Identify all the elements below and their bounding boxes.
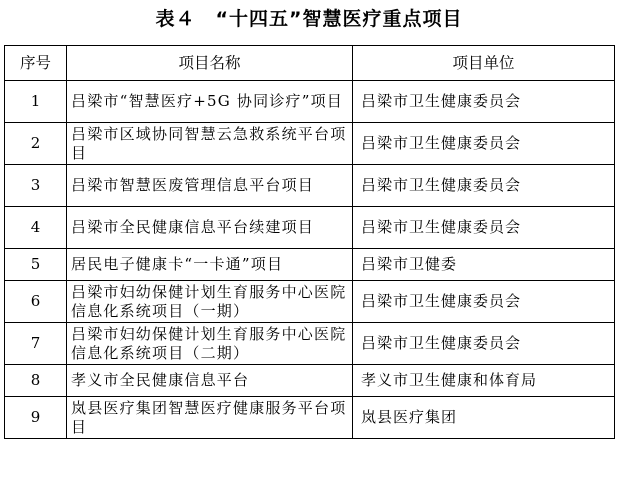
- row-no: 6: [5, 281, 67, 323]
- header-no: 序号: [5, 46, 67, 81]
- row-name: 吕梁市妇幼保健计划生育服务中心医院信息化系统项目（二期）: [67, 323, 353, 365]
- row-unit: 岚县医疗集团: [353, 397, 615, 439]
- table-row: [5, 165, 615, 207]
- header-name: 项目名称: [67, 46, 353, 81]
- row-unit: 吕梁市卫生健康委员会: [353, 81, 615, 123]
- table-row: [5, 281, 615, 323]
- row-no: 5: [5, 249, 67, 281]
- row-name: 孝义市全民健康信息平台: [67, 365, 353, 397]
- row-name: 吕梁市区域协同智慧云急救系统平台项目: [67, 123, 353, 165]
- table-row: [5, 123, 615, 165]
- header-unit: 项目单位: [353, 46, 615, 81]
- project-table: [4, 45, 615, 439]
- row-unit: 吕梁市卫生健康委员会: [353, 323, 615, 365]
- row-name: 吕梁市全民健康信息平台续建项目: [67, 207, 353, 249]
- row-name: 居民电子健康卡“一卡通”项目: [67, 249, 353, 281]
- row-no: 9: [5, 397, 67, 439]
- table-header-row: [5, 46, 615, 81]
- row-no: 1: [5, 81, 67, 123]
- table-row: [5, 397, 615, 439]
- row-no: 2: [5, 123, 67, 165]
- row-unit: 吕梁市卫生健康委员会: [353, 207, 615, 249]
- row-no: 8: [5, 365, 67, 397]
- row-unit: 吕梁市卫健委: [353, 249, 615, 281]
- row-name: 吕梁市妇幼保健计划生育服务中心医院信息化系统项目（一期）: [67, 281, 353, 323]
- row-no: 3: [5, 165, 67, 207]
- table-title: 表４ “十四五”智慧医疗重点项目: [155, 8, 463, 30]
- table-row: [5, 207, 615, 249]
- table-row: [5, 81, 615, 123]
- row-name: 吕梁市智慧医废管理信息平台项目: [67, 165, 353, 207]
- table-row: [5, 323, 615, 365]
- row-unit: 吕梁市卫生健康委员会: [353, 165, 615, 207]
- row-unit: 吕梁市卫生健康委员会: [353, 281, 615, 323]
- row-name: 岚县医疗集团智慧医疗健康服务平台项目: [67, 397, 353, 439]
- row-unit: 孝义市卫生健康和体育局: [353, 365, 615, 397]
- row-unit: 吕梁市卫生健康委员会: [353, 123, 615, 165]
- row-no: 4: [5, 207, 67, 249]
- table-row: [5, 365, 615, 397]
- row-name: 吕梁市“智慧医疗+5G 协同诊疗”项目: [67, 81, 353, 123]
- row-no: 7: [5, 323, 67, 365]
- table-row: [5, 249, 615, 281]
